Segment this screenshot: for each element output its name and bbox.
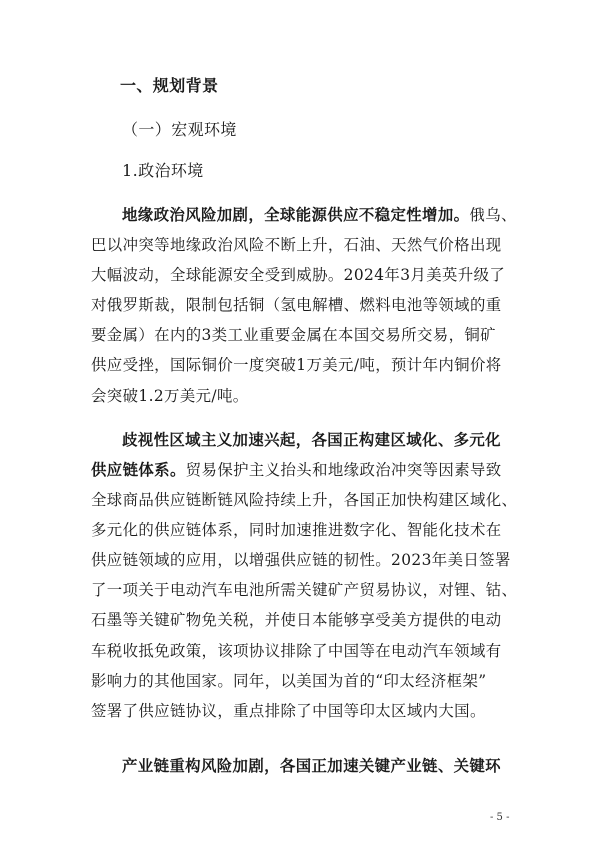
paragraph-line: 全球商品供应链断链风险持续上升，各国正加快构建区域化、	[91, 491, 518, 509]
paragraph-line: 车税收抵免政策，该项协议排除了中国等在电动汽车领域有	[91, 642, 502, 660]
paragraph-line: 会突破1.2万美元/吨。	[91, 387, 249, 405]
paragraph-line: 对俄罗斯裁，限制包括铜（氢电解槽、燃料电池等领域的重	[91, 296, 502, 314]
subsubsection-heading: 1.政治环境	[122, 161, 204, 180]
subsection-heading: （一）宏观环境	[122, 120, 237, 139]
paragraph-line: 大幅波动，全球能源安全受到威胁。2024年3月美英升级了	[91, 266, 506, 284]
paragraph-line: 供应链领域的应用，以增强供应链的韧性。2023年美日签署	[91, 551, 511, 569]
paragraph-line: 要金属）在内的3类工业重要金属在本国交易所交易，铜矿	[91, 326, 496, 344]
paragraph-3-lead: 产业链重构风险加剧，各国正加速关键产业链、关键环	[122, 757, 501, 775]
paragraph-2-lead-rest: 贸易保护主义抬头和地缘政治冲突等因素导致	[185, 461, 502, 479]
paragraph-line: 巴以冲突等地缘政治风险不断上升，石油、天然气价格出现	[91, 236, 502, 254]
paragraph-1-lead-rest: 俄乌、	[469, 206, 517, 224]
paragraph-2-lead: 歧视性区域主义加速兴起，各国正构建区域化、多元化	[122, 431, 501, 449]
paragraph-2-lead-cont: 供应链体系。	[91, 461, 186, 479]
paragraph-2-line-2	[91, 460, 502, 480]
paragraph-line: 石墨等关键矿物免关税，并使日本能够享受美方提供的电动	[91, 611, 502, 629]
paragraph-line: 影响力的其他国家。同年，以美国为首的“印太经济框架”	[91, 672, 487, 690]
paragraph-1-line-1	[122, 205, 517, 225]
paragraph-line: 了一项关于电动汽车电池所需关键矿产贸易协议，对锂、钴、	[91, 581, 518, 599]
paragraph-line: 签署了供应链协议，重点排除了中国等印太区域内大国。	[91, 702, 486, 720]
paragraph-1-lead: 地缘政治风险加剧，全球能源供应不稳定性增加。	[122, 206, 470, 224]
paragraph-line: 多元化的供应链体系，同时加速推进数字化、智能化技术在	[91, 521, 502, 539]
page-number: - 5 -	[490, 812, 510, 823]
section-heading: 一、规划背景	[120, 76, 219, 95]
paragraph-line: 供应受挫，国际铜价一度突破1万美元/吨，预计年内铜价将	[91, 356, 502, 374]
